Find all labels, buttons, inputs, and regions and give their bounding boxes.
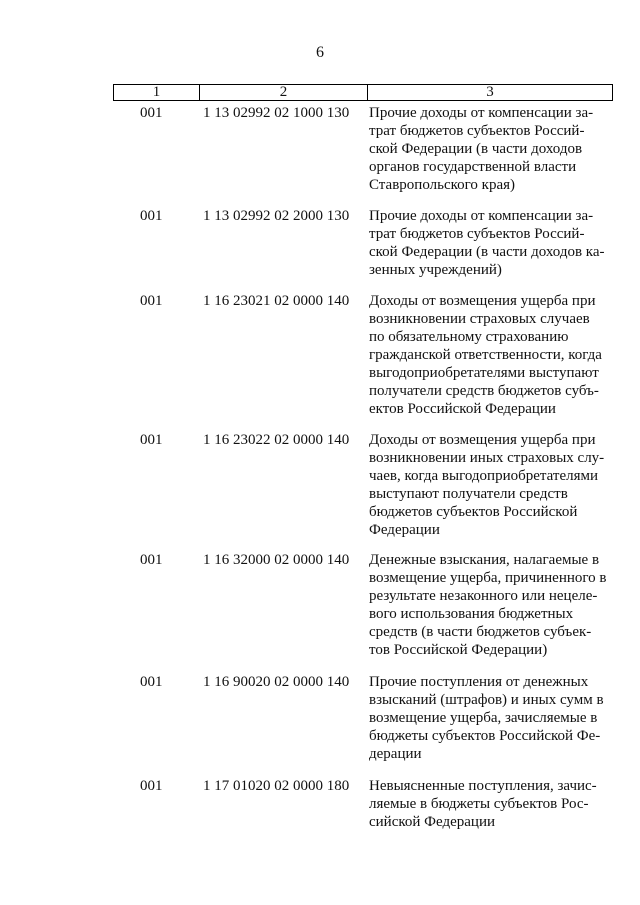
description-line: ляемые в бюджеты субъектов Рос- [369, 796, 589, 812]
description-line: бюджеты субъектов Российской Фе- [369, 728, 601, 744]
description-line: по обязательному страхованию [369, 329, 569, 345]
revenue-code: 1 16 23022 02 0000 140 [203, 432, 350, 448]
table-header [113, 84, 613, 101]
header-col-2: 2 [200, 85, 368, 101]
description-line: дерации [369, 746, 422, 762]
description-line: Невыясненные поступления, зачис- [369, 778, 597, 794]
description-line: возмещение ущерба, зачисляемые в [369, 710, 598, 726]
description-line: Федерации [369, 522, 440, 538]
description-line: результате незаконного или нецеле- [369, 588, 598, 604]
description-line: органов государственной власти [369, 159, 577, 175]
revenue-description [369, 777, 615, 831]
admin-code: 001 [140, 208, 163, 224]
admin-code: 001 [140, 432, 163, 448]
description-line: Доходы от возмещения ущерба при [369, 293, 596, 309]
description-line: Денежные взыскания, налагаемые в [369, 552, 600, 568]
description-line: тов Российской Федерации) [369, 642, 548, 658]
revenue-code: 1 16 23021 02 0000 140 [203, 293, 350, 309]
description-line: Доходы от возмещения ущерба при [369, 432, 596, 448]
admin-code: 001 [140, 293, 163, 309]
description-line: возникновении страховых случаев [369, 311, 590, 327]
description-line: Ставропольского края) [369, 177, 515, 193]
revenue-code: 1 16 32000 02 0000 140 [203, 552, 350, 568]
description-line: получатели средств бюджетов субъ- [369, 383, 599, 399]
description-line: чаев, когда выгодоприобретателями [369, 468, 599, 484]
description-line: ской Федерации (в части доходов ка- [369, 244, 605, 260]
description-line: возникновении иных страховых слу- [369, 450, 605, 466]
revenue-description [369, 551, 615, 659]
header-col-1: 1 [114, 85, 200, 101]
description-line: выгодоприобретателями выступают [369, 365, 599, 381]
description-line: гражданской ответственности, когда [369, 347, 602, 363]
description-line: Прочие поступления от денежных [369, 674, 589, 690]
description-line: зенных учреждений) [369, 262, 502, 278]
revenue-description [369, 207, 615, 279]
revenue-description [369, 104, 615, 194]
description-line: взысканий (штрафов) и иных сумм в [369, 692, 604, 708]
revenue-code: 1 17 01020 02 0000 180 [203, 778, 350, 794]
header-col-3: 3 [368, 85, 613, 101]
admin-code: 001 [140, 552, 163, 568]
description-line: трат бюджетов субъектов Россий- [369, 123, 585, 139]
revenue-description [369, 673, 615, 763]
revenue-code: 1 13 02992 02 1000 130 [203, 105, 350, 121]
description-line: вого использования бюджетных [369, 606, 574, 622]
description-line: ектов Российской Федерации [369, 401, 556, 417]
description-line: выступают получатели средств [369, 486, 568, 502]
admin-code: 001 [140, 105, 163, 121]
description-line: средств (в части бюджетов субъек- [369, 624, 592, 640]
description-line: возмещение ущерба, причиненного в [369, 570, 607, 586]
description-line: сийской Федерации [369, 814, 496, 830]
description-line: ской Федерации (в части доходов [369, 141, 583, 157]
description-line: трат бюджетов субъектов Россий- [369, 226, 585, 242]
page-number: 6 [316, 44, 324, 61]
admin-code: 001 [140, 778, 163, 794]
revenue-description [369, 431, 615, 539]
revenue-code: 1 13 02992 02 2000 130 [203, 208, 350, 224]
description-line: Прочие доходы от компенсации за- [369, 105, 594, 121]
description-line: бюджетов субъектов Российской [369, 504, 578, 520]
admin-code: 001 [140, 674, 163, 690]
revenue-description [369, 292, 615, 418]
revenue-code: 1 16 90020 02 0000 140 [203, 674, 350, 690]
description-line: Прочие доходы от компенсации за- [369, 208, 594, 224]
